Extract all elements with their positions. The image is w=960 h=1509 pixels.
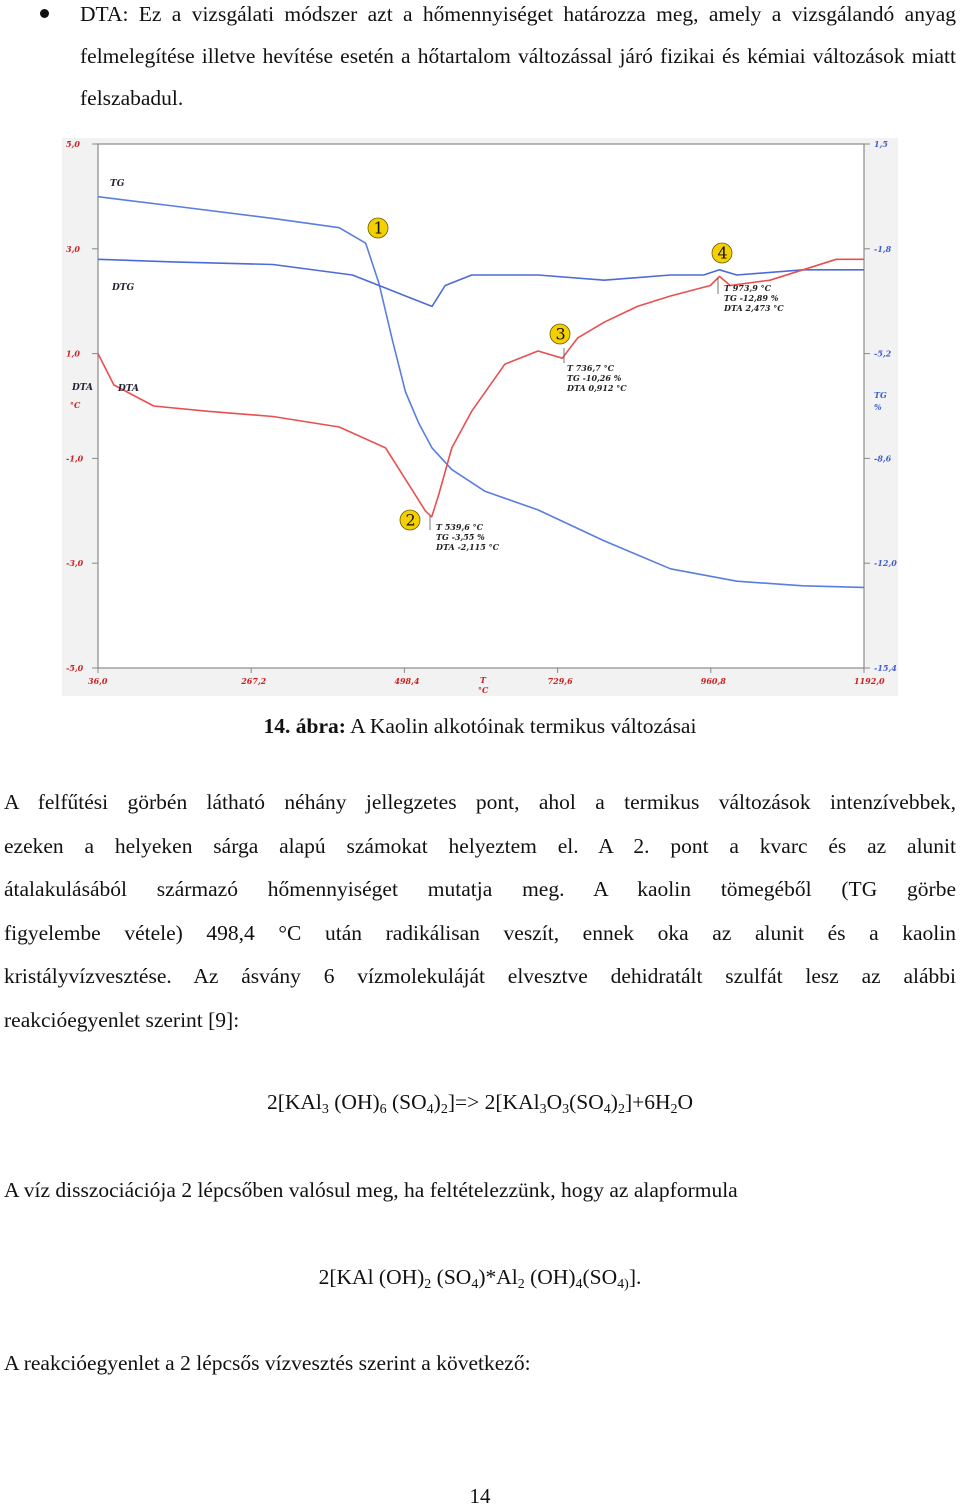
annotation-line: TG -12,89 %: [724, 293, 779, 303]
curve-label-tg: TG: [110, 179, 125, 189]
x-tick-label: 729,6: [547, 676, 573, 686]
paragraph-line: figyelembe vétele) 498,4 °C után radikálisan veszít, ennek oka az alunit és a kaolin: [4, 920, 956, 945]
bullet-text: DTA: Ez a vizsgálati módszer azt a hőmennyiséget határozza meg, amely a vizsgálandó anyag felmelegítése illetve hevítése esetén a hőtartalom változással járó fizikai és kémiai változások miatt felszabadul.: [80, 2, 956, 110]
x-tick-label: 36,0: [88, 676, 108, 686]
body-paragraph: [4, 781, 956, 1042]
plot-frame: [98, 144, 864, 668]
paragraph-line: átalakulásából származó hőmennyiséget mutatja meg. A kaolin tömegéből (TG görbe: [4, 877, 956, 901]
point-marker-label: 2: [405, 510, 416, 530]
annotation-line: T 973,9 °C: [724, 283, 771, 293]
curve-label-dta: DTA: [118, 384, 139, 394]
reaction-equation: 2[KAl$_3$ $(OH)_6$ $(SO_4)_2]=> 2[KAl_3O_3(SO_4)_2]+6H_2O$: [266, 1090, 694, 1117]
base-formula: 2[KAl $(OH)_2$ $(SO_4)*Al_2$ $(OH)_4(SO_{4)}]$.: [318, 1265, 642, 1292]
paragraph-line: kristályvízvesztése. Az ásvány 6 vízmolekuláját elvesztve dehidratált szulfát lesz az alábbi: [4, 964, 956, 988]
page-number: 14: [469, 1484, 491, 1508]
y-left-unit: °C: [70, 400, 81, 410]
annotation-line: T 539,6 °C: [436, 522, 483, 532]
point-marker-label: 3: [555, 324, 566, 344]
curve-label-dtg: DTG: [112, 283, 135, 293]
x-tick-label: 960,8: [700, 676, 726, 686]
x-tick-label: 1192,0: [854, 676, 885, 686]
body-paragraph-2: A víz disszociációja 2 lépcsőben valósul meg, ha feltételezzünk, hogy az alapformula: [4, 1178, 738, 1202]
paragraph-line: A felfűtési görbén látható néhány jellegzetes pont, ahol a termikus változások intenzívebbek,: [4, 790, 956, 814]
x-axis-label: T: [480, 675, 486, 685]
y-right-tick-label: -5,2: [874, 348, 892, 359]
y-left-tick-label: 5,0: [66, 139, 80, 149]
annotation-line: TG -3,55 %: [436, 532, 485, 542]
body-paragraph-3: A reakcióegyenlet a 2 lépcsős vízvesztés szerint a következő:: [4, 1351, 531, 1375]
annotation-line: DTA -2,115 °C: [436, 542, 499, 552]
figure-thermal-analysis: [62, 138, 898, 696]
point-marker-label: 1: [373, 218, 384, 238]
y-left-tick-label: -5,0: [66, 663, 84, 673]
annotation-line: DTA 0,912 °C: [567, 383, 627, 393]
point-marker-label: 4: [717, 243, 728, 263]
annotation-line: TG -10,26 %: [567, 373, 622, 383]
y-right-tick-label: 1,5: [874, 139, 888, 149]
figure-caption: [0, 714, 960, 739]
y-left-tick-label: 3,0: [66, 243, 80, 254]
x-axis-unit: °C: [478, 685, 489, 695]
x-tick-label: 498,4: [394, 676, 420, 686]
x-tick-label: 267,2: [241, 676, 267, 686]
y-left-tick-label: -3,0: [66, 558, 84, 569]
annotation-line: DTA 2,473 °C: [724, 303, 784, 313]
paragraph-line: ezeken a helyeken sárga alapú számokat helyeztem el. A 2. pont a kvarc és az alunit: [4, 833, 956, 858]
thermal-chart: [62, 138, 898, 696]
y-right-tick-label: -15,4: [874, 663, 897, 673]
y-right-tick-label: -12,0: [874, 558, 897, 569]
annotation-line: T 736,7 °C: [567, 363, 614, 373]
y-left-label: DTA: [72, 383, 93, 393]
caption-text: A Kaolin alkotóinak termikus változásai: [345, 714, 697, 738]
y-left-tick-label: 1,0: [66, 348, 80, 359]
y-left-tick-label: -1,0: [66, 453, 84, 464]
caption-number: 14. ábra:: [263, 714, 346, 738]
paragraph-line: reakcióegyenlet szerint [9]:: [4, 1007, 240, 1032]
y-right-tick-label: -1,8: [874, 243, 892, 254]
y-right-label: TG: [874, 390, 887, 400]
y-right-tick-label: -8,6: [874, 453, 892, 464]
bullet-dot: [40, 9, 49, 18]
y-right-unit: %: [874, 402, 882, 412]
